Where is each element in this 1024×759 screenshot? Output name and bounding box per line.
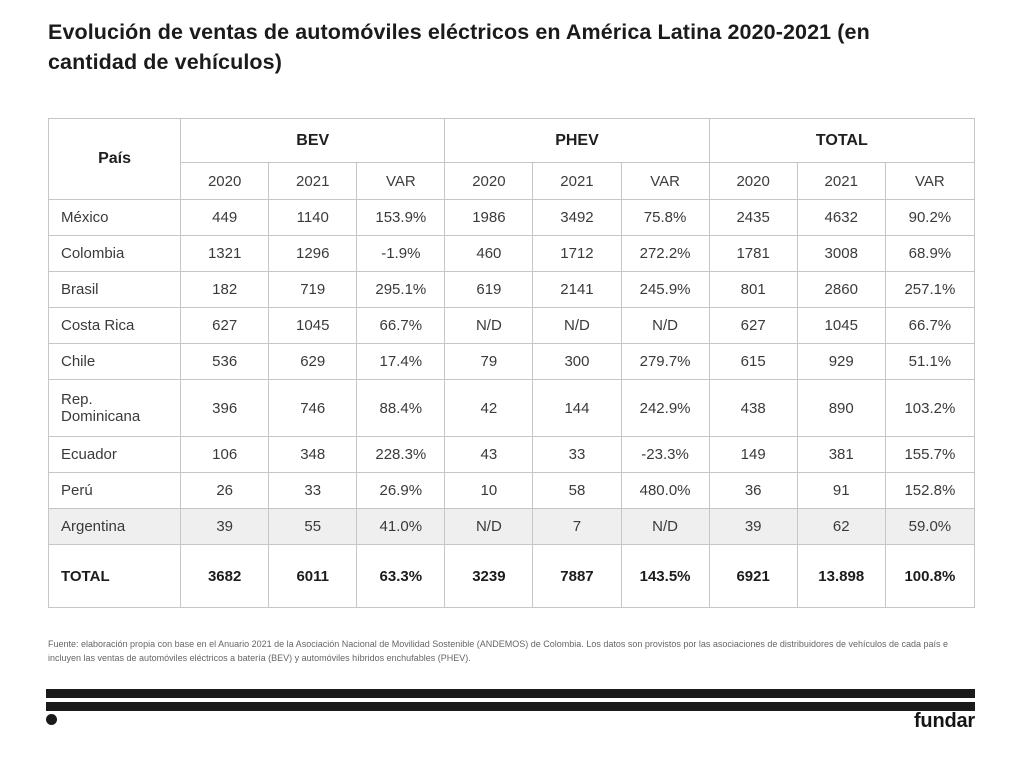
value-cell: 88.4% xyxy=(357,380,445,437)
value-cell: 3239 xyxy=(445,545,533,608)
country-cell: Rep. Dominicana xyxy=(49,380,181,437)
value-cell: 155.7% xyxy=(885,437,974,473)
fundar-logo: fundar xyxy=(913,710,975,732)
table-row xyxy=(49,380,975,437)
value-cell: 719 xyxy=(269,272,357,308)
country-cell: Ecuador xyxy=(49,437,181,473)
value-cell: 1781 xyxy=(709,236,797,272)
value-cell: 746 xyxy=(269,380,357,437)
value-cell: 2141 xyxy=(533,272,621,308)
value-cell: 1296 xyxy=(269,236,357,272)
value-cell: 3682 xyxy=(181,545,269,608)
value-cell: 79 xyxy=(445,344,533,380)
value-cell: 627 xyxy=(709,308,797,344)
col-header-phev-var: VAR xyxy=(621,163,709,200)
col-header-bev-2021: 2021 xyxy=(269,163,357,200)
col-group-total: TOTAL xyxy=(709,119,974,163)
value-cell: 615 xyxy=(709,344,797,380)
col-header-bev-var: VAR xyxy=(357,163,445,200)
ev-sales-table xyxy=(48,118,975,608)
value-cell: 10 xyxy=(445,473,533,509)
value-cell: 51.1% xyxy=(885,344,974,380)
value-cell: 90.2% xyxy=(885,200,974,236)
col-header-bev-2020: 2020 xyxy=(181,163,269,200)
value-cell: 7887 xyxy=(533,545,621,608)
value-cell: N/D xyxy=(445,308,533,344)
value-cell: 619 xyxy=(445,272,533,308)
value-cell: 629 xyxy=(269,344,357,380)
value-cell: 66.7% xyxy=(357,308,445,344)
value-cell: 300 xyxy=(533,344,621,380)
value-cell: 62 xyxy=(797,509,885,545)
value-cell: 890 xyxy=(797,380,885,437)
value-cell: 152.8% xyxy=(885,473,974,509)
value-cell: 801 xyxy=(709,272,797,308)
value-cell: 480.0% xyxy=(621,473,709,509)
value-cell: 242.9% xyxy=(621,380,709,437)
total-row xyxy=(49,545,975,608)
value-cell: 381 xyxy=(797,437,885,473)
value-cell: 460 xyxy=(445,236,533,272)
table-row xyxy=(49,308,975,344)
source-note: Fuente: elaboración propia con base en el Anuario 2021 de la Asociación Nacional de Movilidad Sostenible (ANDEMOS) de Colombia. Los datos son provistos por las asociaciones de distribuidores de vehículos de cada país e incluyen las ventas de automóviles eléctricos a batería (BEV) y automóviles híbridos enchufables (PHEV). xyxy=(48,639,949,663)
value-cell: 106 xyxy=(181,437,269,473)
value-cell: 39 xyxy=(181,509,269,545)
value-cell: 279.7% xyxy=(621,344,709,380)
value-cell: 63.3% xyxy=(357,545,445,608)
value-cell: 536 xyxy=(181,344,269,380)
col-header-total-2021: 2021 xyxy=(797,163,885,200)
country-cell: Brasil xyxy=(49,272,181,308)
col-header-phev-2020: 2020 xyxy=(445,163,533,200)
value-cell: 228.3% xyxy=(357,437,445,473)
value-cell: 627 xyxy=(181,308,269,344)
value-cell: 26 xyxy=(181,473,269,509)
bullet-dot xyxy=(46,714,57,725)
value-cell: N/D xyxy=(533,308,621,344)
value-cell: 68.9% xyxy=(885,236,974,272)
value-cell: 153.9% xyxy=(357,200,445,236)
value-cell: 257.1% xyxy=(885,272,974,308)
year-header-row xyxy=(49,163,975,200)
value-cell: 39 xyxy=(709,509,797,545)
col-header-total-2020: 2020 xyxy=(709,163,797,200)
country-cell: Colombia xyxy=(49,236,181,272)
value-cell: N/D xyxy=(621,308,709,344)
value-cell: 149 xyxy=(709,437,797,473)
table-header xyxy=(49,119,975,200)
value-cell: 272.2% xyxy=(621,236,709,272)
value-cell: 59.0% xyxy=(885,509,974,545)
col-header-phev-2021: 2021 xyxy=(533,163,621,200)
value-cell: N/D xyxy=(445,509,533,545)
country-cell: México xyxy=(49,200,181,236)
value-cell: 449 xyxy=(181,200,269,236)
col-header-total-var: VAR xyxy=(885,163,974,200)
col-header-pais: País xyxy=(49,119,181,200)
table-row xyxy=(49,236,975,272)
value-cell: 929 xyxy=(797,344,885,380)
value-cell: 438 xyxy=(709,380,797,437)
value-cell: N/D xyxy=(621,509,709,545)
value-cell: 1986 xyxy=(445,200,533,236)
value-cell: 348 xyxy=(269,437,357,473)
value-cell: 75.8% xyxy=(621,200,709,236)
table-row xyxy=(49,200,975,236)
value-cell: 6011 xyxy=(269,545,357,608)
value-cell: 33 xyxy=(533,437,621,473)
table-row xyxy=(49,272,975,308)
table-body xyxy=(49,200,975,608)
table-row xyxy=(49,509,975,545)
value-cell: -1.9% xyxy=(357,236,445,272)
value-cell: 42 xyxy=(445,380,533,437)
value-cell: 17.4% xyxy=(357,344,445,380)
value-cell: 143.5% xyxy=(621,545,709,608)
col-group-bev: BEV xyxy=(181,119,445,163)
table-row xyxy=(49,437,975,473)
value-cell: 66.7% xyxy=(885,308,974,344)
value-cell: 2435 xyxy=(709,200,797,236)
country-cell: TOTAL xyxy=(49,545,181,608)
value-cell: -23.3% xyxy=(621,437,709,473)
col-group-phev: PHEV xyxy=(445,119,709,163)
value-cell: 43 xyxy=(445,437,533,473)
value-cell: 1712 xyxy=(533,236,621,272)
value-cell: 55 xyxy=(269,509,357,545)
table-row xyxy=(49,344,975,380)
value-cell: 33 xyxy=(269,473,357,509)
table-row xyxy=(49,473,975,509)
value-cell: 144 xyxy=(533,380,621,437)
value-cell: 13.898 xyxy=(797,545,885,608)
country-cell: Perú xyxy=(49,473,181,509)
country-cell: Costa Rica xyxy=(49,308,181,344)
value-cell: 26.9% xyxy=(357,473,445,509)
value-cell: 41.0% xyxy=(357,509,445,545)
value-cell: 182 xyxy=(181,272,269,308)
group-header-row xyxy=(49,119,975,163)
figure-title: Evolución de ventas de automóviles eléctricos en América Latina 2020-2021 (en cantidad de vehículos) xyxy=(48,20,870,74)
value-cell: 6921 xyxy=(709,545,797,608)
country-cell: Argentina xyxy=(49,509,181,545)
value-cell: 396 xyxy=(181,380,269,437)
value-cell: 4632 xyxy=(797,200,885,236)
value-cell: 91 xyxy=(797,473,885,509)
value-cell: 295.1% xyxy=(357,272,445,308)
value-cell: 245.9% xyxy=(621,272,709,308)
value-cell: 58 xyxy=(533,473,621,509)
value-cell: 36 xyxy=(709,473,797,509)
value-cell: 1045 xyxy=(269,308,357,344)
value-cell: 100.8% xyxy=(885,545,974,608)
country-cell: Chile xyxy=(49,344,181,380)
divider-bar-bottom xyxy=(46,702,975,711)
value-cell: 2860 xyxy=(797,272,885,308)
value-cell: 103.2% xyxy=(885,380,974,437)
value-cell: 3492 xyxy=(533,200,621,236)
value-cell: 1140 xyxy=(269,200,357,236)
value-cell: 1045 xyxy=(797,308,885,344)
value-cell: 7 xyxy=(533,509,621,545)
value-cell: 1321 xyxy=(181,236,269,272)
value-cell: 3008 xyxy=(797,236,885,272)
divider-bar-top xyxy=(46,689,975,698)
